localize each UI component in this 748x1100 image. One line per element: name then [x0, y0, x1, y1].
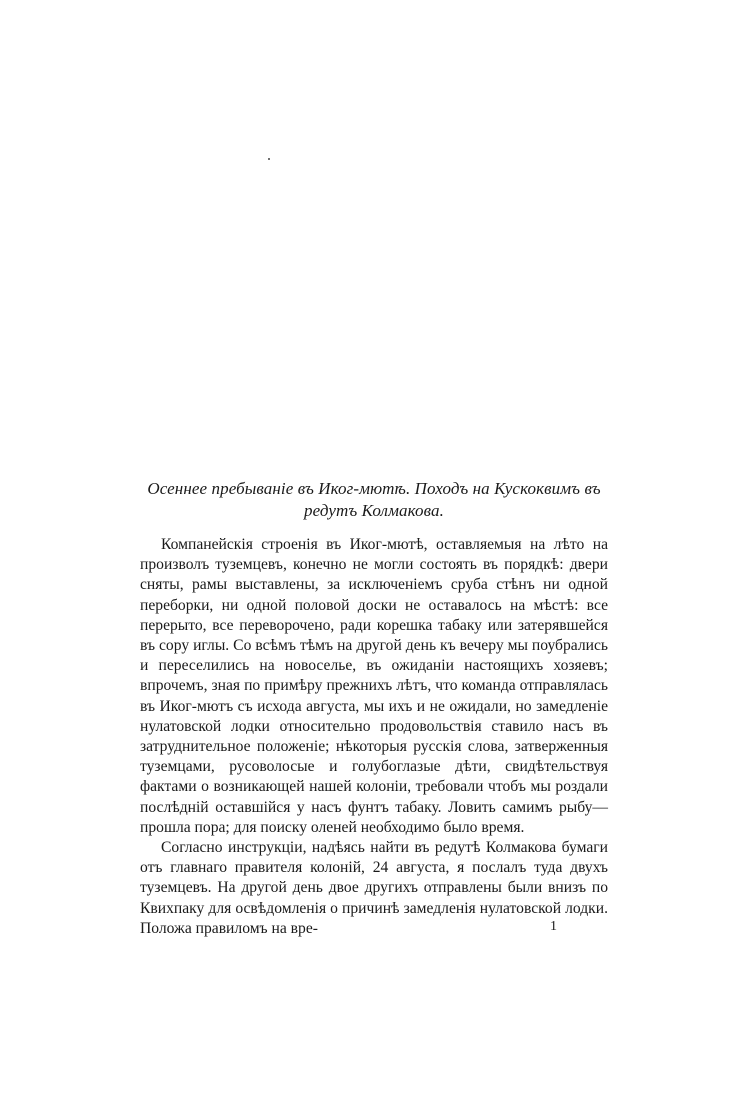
section-heading: Осеннее пребыванiе въ Иког-мютѣ. Походъ на Кускоквимъ въ редутъ Колмакова. — [147, 479, 601, 520]
paragraph-2: Согласно инструкцiи, надѣясь найти въ редутѣ Колмакова бумаги отъ главнаго правителя колонiй, 24 августа, я послалъ туда двухъ туземцевъ. На другой день двое другихъ отправлены были внизъ по Квихпаку для освѣдомленiя о причинѣ замедленiя нулатовской лодки. Положа правиломъ на вре- — [140, 839, 608, 937]
body-text — [140, 535, 608, 939]
paper-speck — [268, 158, 270, 160]
signature-mark: 1 — [550, 919, 557, 934]
paragraph-1: Компанейскiя строенiя въ Иког-мютѣ, оставляемыя на лѣто на произволъ туземцевъ, конечно не могли состоять въ порядкѣ: двери сняты, рамы выставлены, за исключенiемъ сруба стѣнъ ни одной переборки, ни одной половой доски не оставалось на мѣстѣ: все перерыто, все переворочено, ради корешка табаку или затерявшейся въ сору иглы. Со всѣмъ тѣмъ на другой день къ вечеру мы поубрались и переселились на новоселье, въ ожиданiи настоящихъ хозяевъ; впрочемъ, зная по примѣру прежнихъ лѣтъ, что команда отправлялась въ Иког-мютъ съ исхода августа, мы ихъ и не ожидали, но замедленiе нулатовской лодки относительно продовольствiя ставило насъ въ затруднительное положенiе; нѣкоторыя русскiя слова, затверженныя туземцами, русоволосые и голубоглазые дѣти, свидѣтельствуя фактами о возникающей нашей колонiи, требовали чтобъ мы роздали послѣднiй оставшiйся у насъ фунтъ табаку. Ловить самимъ рыбу—прошла пора; для поиску оленей необходимо было время. — [140, 536, 608, 836]
